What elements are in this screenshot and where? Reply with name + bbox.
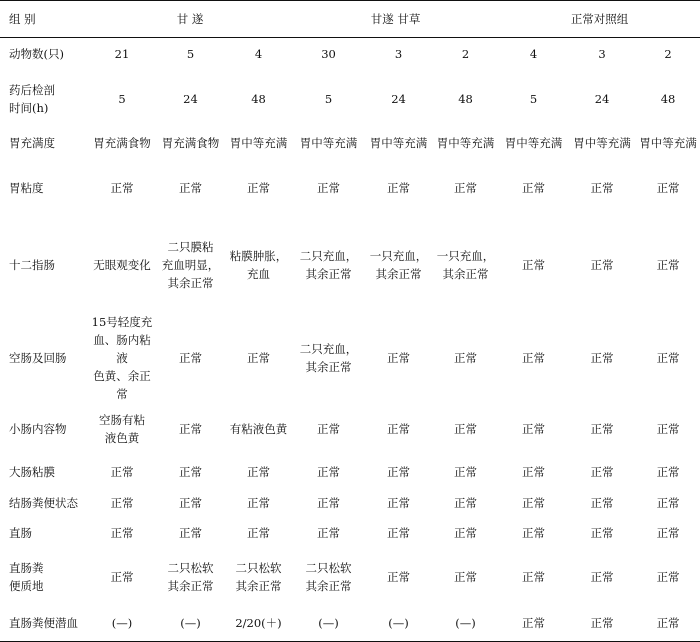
table-row	[0, 38, 700, 71]
cell-value: 正常	[522, 465, 546, 479]
row-label: 药后检剖 时间(h)	[9, 83, 55, 115]
row-label: 十二指肠	[9, 257, 55, 272]
cell-value: 正常	[454, 525, 478, 540]
row-label-cell	[0, 403, 88, 456]
table-cell	[156, 518, 225, 548]
group-label: 组 别	[9, 12, 36, 26]
table-cell	[636, 518, 700, 548]
cell-value: 正常	[522, 525, 546, 540]
cell-value: 正常	[387, 465, 411, 479]
table-cell	[225, 128, 292, 159]
table-cell	[568, 38, 636, 71]
cell-value: 正常	[110, 180, 134, 195]
table-body	[0, 38, 700, 642]
table-cell	[225, 456, 292, 489]
table-cell	[499, 159, 568, 217]
table-cell	[156, 313, 225, 403]
cell-value: 5	[186, 47, 195, 62]
table-cell	[156, 71, 225, 128]
row-label-cell	[0, 313, 88, 403]
cell-value: 正常	[247, 465, 271, 479]
cell-value: 正常	[656, 422, 680, 436]
row-label: 直肠粪 便质地	[9, 560, 44, 593]
cell-value: 二只膜粘 充血明显， 其余正常	[161, 239, 220, 290]
table-cell	[365, 217, 432, 313]
table-cell	[156, 489, 225, 518]
cell-value: 3	[598, 47, 606, 62]
table-cell	[568, 217, 636, 313]
cell-value: 正常	[110, 525, 134, 540]
table-cell	[499, 403, 568, 456]
group-header-3	[499, 1, 700, 38]
table-cell	[225, 403, 292, 456]
table-cell	[365, 489, 432, 518]
table-cell	[365, 518, 432, 548]
table-cell	[292, 518, 365, 548]
table-cell	[568, 456, 636, 489]
cell-value: 正常	[387, 180, 411, 195]
table-cell	[365, 403, 432, 456]
cell-value: 正常	[317, 422, 341, 436]
row-label-cell	[0, 128, 88, 159]
table-cell	[636, 38, 700, 71]
cell-value: 二只松软 其余正常	[305, 560, 352, 593]
cell-value: 正常	[454, 180, 478, 195]
cell-value: 正常	[590, 465, 614, 479]
cell-value: 2	[461, 47, 470, 62]
table-row	[0, 71, 700, 128]
table-cell	[225, 313, 292, 403]
cell-value: 正常	[387, 496, 411, 510]
table-cell	[292, 71, 365, 128]
table-cell	[156, 606, 225, 642]
cell-value: 二只充血， 其余正常	[299, 248, 358, 281]
table-cell	[499, 71, 568, 128]
table-cell	[432, 71, 499, 128]
table-cell	[568, 159, 636, 217]
cell-value: 胃充满食物	[93, 136, 151, 150]
row-label: 胃粘度	[9, 180, 44, 195]
cell-value: 正常	[110, 496, 134, 510]
cell-value: 正常	[522, 257, 546, 272]
table-cell	[225, 217, 292, 313]
table-cell	[88, 403, 156, 456]
cell-value: 4	[254, 47, 263, 62]
cell-value: 正常	[590, 350, 614, 365]
cell-value: 24	[183, 92, 198, 106]
cell-value: 正常	[317, 465, 341, 479]
table-cell	[156, 456, 225, 489]
cell-value: 正常	[590, 569, 614, 584]
table-cell	[88, 71, 156, 128]
cell-value: 正常	[522, 180, 546, 195]
row-label: 直肠	[9, 525, 32, 540]
cell-value: 24	[391, 92, 406, 106]
table-cell	[636, 606, 700, 642]
table-cell	[88, 489, 156, 518]
table-cell	[88, 38, 156, 71]
row-label-cell	[0, 456, 88, 489]
cell-value: 3	[394, 47, 403, 62]
cell-value: 正常	[454, 465, 478, 479]
cell-value: 正常	[387, 525, 411, 540]
cell-value: 正常	[590, 616, 614, 631]
cell-value: 5	[529, 92, 538, 106]
table-cell	[499, 128, 568, 159]
table-cell	[292, 489, 365, 518]
cell-value: 粘膜肿胀， 充血	[229, 248, 288, 281]
cell-value: 正常	[656, 180, 680, 195]
table-cell	[292, 403, 365, 456]
table-cell	[432, 403, 499, 456]
table-row	[0, 128, 700, 159]
cell-value: 胃中等充满	[369, 136, 428, 150]
table-cell	[636, 217, 700, 313]
table-cell	[568, 518, 636, 548]
table-cell	[88, 128, 156, 159]
cell-value: 正常	[179, 496, 202, 510]
cell-value: (—)	[455, 616, 476, 631]
row-label: 小肠内容物	[9, 422, 67, 436]
cell-value: 正常	[656, 465, 680, 479]
cell-value: 正常	[656, 350, 680, 365]
table-row	[0, 606, 700, 642]
cell-value: 2/20(＋)	[235, 616, 282, 631]
cell-value: 胃中等充满	[299, 136, 358, 150]
table-cell	[365, 128, 432, 159]
row-label: 动物数(只)	[9, 47, 64, 62]
cell-value: 二只松软 其余正常	[235, 560, 282, 593]
table-cell	[225, 518, 292, 548]
row-label-cell	[0, 489, 88, 518]
table-cell	[88, 217, 156, 313]
cell-value: 正常	[454, 422, 478, 436]
group-header-2	[292, 1, 499, 38]
cell-value: (—)	[318, 616, 339, 631]
table-cell	[365, 313, 432, 403]
cell-value: 正常	[179, 465, 202, 479]
table-cell	[292, 38, 365, 71]
table-cell	[156, 128, 225, 159]
cell-value: 一只充血， 其余正常	[436, 248, 495, 281]
cell-value: (—)	[388, 616, 409, 631]
cell-value: 正常	[522, 616, 546, 631]
cell-value: 正常	[590, 180, 614, 195]
table-cell	[88, 313, 156, 403]
cell-value: 48	[251, 92, 266, 106]
cell-value: 正常	[179, 350, 202, 365]
table-cell	[88, 606, 156, 642]
row-label: 胃充满度	[9, 136, 55, 150]
cell-value: 正常	[522, 569, 546, 584]
table-cell	[225, 71, 292, 128]
cell-value: 正常	[110, 569, 134, 584]
cell-value: 二只松软 其余正常	[167, 560, 214, 593]
table-cell	[568, 313, 636, 403]
cell-value: 30	[321, 47, 336, 62]
cell-value: 一只充血， 其余正常	[369, 248, 428, 281]
row-label-cell	[0, 159, 88, 217]
cell-value: 正常	[454, 350, 478, 365]
row-label: 空肠及回肠	[9, 350, 67, 365]
cell-value: (—)	[111, 616, 133, 631]
cell-value: 48	[458, 92, 473, 106]
table-cell	[88, 159, 156, 217]
cell-value: 正常	[656, 569, 680, 584]
cell-value: 正常	[522, 350, 546, 365]
cell-value: 5	[324, 92, 333, 106]
table-cell	[636, 159, 700, 217]
group-header-1	[88, 1, 292, 38]
table-cell	[88, 518, 156, 548]
table-cell	[568, 128, 636, 159]
cell-value: 正常	[247, 350, 271, 365]
cell-value: 正常	[317, 496, 341, 510]
table-cell	[499, 489, 568, 518]
table-row	[0, 313, 700, 403]
table-cell	[292, 128, 365, 159]
cell-value: 正常	[247, 525, 271, 540]
table-cell	[365, 71, 432, 128]
cell-value: 正常	[387, 569, 411, 584]
row-label-cell	[0, 71, 88, 128]
cell-value: 正常	[110, 465, 134, 479]
cell-value: 正常	[656, 525, 680, 540]
table-cell	[156, 159, 225, 217]
table-cell	[636, 128, 700, 159]
table-cell	[432, 159, 499, 217]
table-cell	[225, 159, 292, 217]
table-cell	[636, 489, 700, 518]
cell-value: 正常	[590, 422, 614, 436]
cell-value: 正常	[590, 496, 614, 510]
table-cell	[365, 456, 432, 489]
cell-value: 正常	[454, 496, 478, 510]
table-row	[0, 456, 700, 489]
table-cell	[499, 217, 568, 313]
cell-value: 二只充血， 其余正常	[299, 341, 358, 374]
table-cell	[365, 606, 432, 642]
row-label: 结肠粪便状态	[9, 496, 78, 510]
table-cell	[636, 71, 700, 128]
table-cell	[499, 456, 568, 489]
table-cell	[365, 159, 432, 217]
table-cell	[432, 606, 499, 642]
cell-value: 正常	[656, 616, 680, 631]
cell-value: 空肠有粘 液色黄	[99, 413, 145, 445]
table-cell	[88, 456, 156, 489]
cell-value: 正常	[454, 569, 478, 584]
table-cell	[292, 159, 365, 217]
table-row	[0, 518, 700, 548]
header-row	[0, 1, 700, 38]
table-cell	[499, 313, 568, 403]
cell-value: 正常	[590, 257, 614, 272]
table-cell	[432, 489, 499, 518]
table-row	[0, 217, 700, 313]
group-label-cell	[0, 1, 88, 38]
table-row	[0, 159, 700, 217]
cell-value: 正常	[656, 496, 680, 510]
table-cell	[292, 217, 365, 313]
cell-value: 正常	[179, 525, 202, 540]
cell-value: 正常	[179, 180, 202, 195]
table-cell	[292, 456, 365, 489]
table-cell	[432, 38, 499, 71]
cell-value: (—)	[180, 616, 201, 631]
table-cell	[225, 489, 292, 518]
cell-value: 正常	[656, 257, 680, 272]
table-cell	[568, 71, 636, 128]
table-cell	[432, 217, 499, 313]
table-row	[0, 403, 700, 456]
table-cell	[636, 403, 700, 456]
table-cell	[156, 403, 225, 456]
cell-value: 正常	[317, 525, 341, 540]
cell-value: 正常	[387, 350, 411, 365]
table-cell	[225, 606, 292, 642]
table-cell	[432, 518, 499, 548]
cell-value: 胃中等充满	[504, 136, 563, 150]
table-cell	[568, 403, 636, 456]
cell-value: 24	[594, 92, 610, 106]
cell-value: 胃中等充满	[229, 136, 288, 150]
table-cell	[292, 606, 365, 642]
table-cell	[292, 313, 365, 403]
cell-value: 胃中等充满	[639, 136, 697, 150]
table-cell	[636, 456, 700, 489]
cell-value: 正常	[590, 525, 614, 540]
table-cell	[225, 38, 292, 71]
row-label-cell	[0, 217, 88, 313]
table-cell	[365, 38, 432, 71]
cell-value: 15号轻度充 血、肠内粘液 色黄、余正常	[91, 314, 153, 401]
table-cell	[156, 217, 225, 313]
cell-value: 正常	[179, 422, 202, 436]
cell-value: 胃充满食物	[161, 136, 220, 150]
cell-value: 正常	[522, 496, 546, 510]
row-label-cell	[0, 518, 88, 548]
cell-value: 48	[660, 92, 676, 106]
table-cell	[432, 128, 499, 159]
table-cell	[568, 489, 636, 518]
table-cell	[499, 38, 568, 71]
cell-value: 胃中等充满	[573, 136, 631, 150]
row-label: 直肠粪便潜血	[9, 616, 78, 631]
cell-value: 4	[529, 47, 538, 62]
table-cell	[499, 606, 568, 642]
cell-value: 正常	[317, 180, 341, 195]
group-name: 甘遂 甘草	[370, 12, 421, 26]
cell-value: 21	[114, 47, 130, 62]
cell-value: 正常	[522, 422, 546, 436]
row-label-cell	[0, 38, 88, 71]
cell-value: 5	[118, 92, 126, 106]
row-label-cell	[0, 606, 88, 642]
cell-value: 无眼观变化	[93, 257, 151, 272]
cell-value: 正常	[247, 496, 271, 510]
row-label: 大肠粘膜	[9, 465, 55, 479]
table-cell	[432, 456, 499, 489]
group-name: 正常对照组	[570, 12, 629, 26]
table-cell	[499, 518, 568, 548]
table-row	[0, 489, 700, 518]
table-cell	[156, 38, 225, 71]
cell-value: 2	[664, 47, 672, 62]
cell-value: 正常	[247, 180, 271, 195]
cell-value: 正常	[387, 422, 411, 436]
table-cell	[636, 313, 700, 403]
table-cell	[568, 606, 636, 642]
table-cell	[432, 313, 499, 403]
group-name: 甘 遂	[176, 12, 204, 26]
cell-value: 胃中等充满	[436, 136, 495, 150]
cell-value: 有粘液色黄	[229, 422, 288, 436]
